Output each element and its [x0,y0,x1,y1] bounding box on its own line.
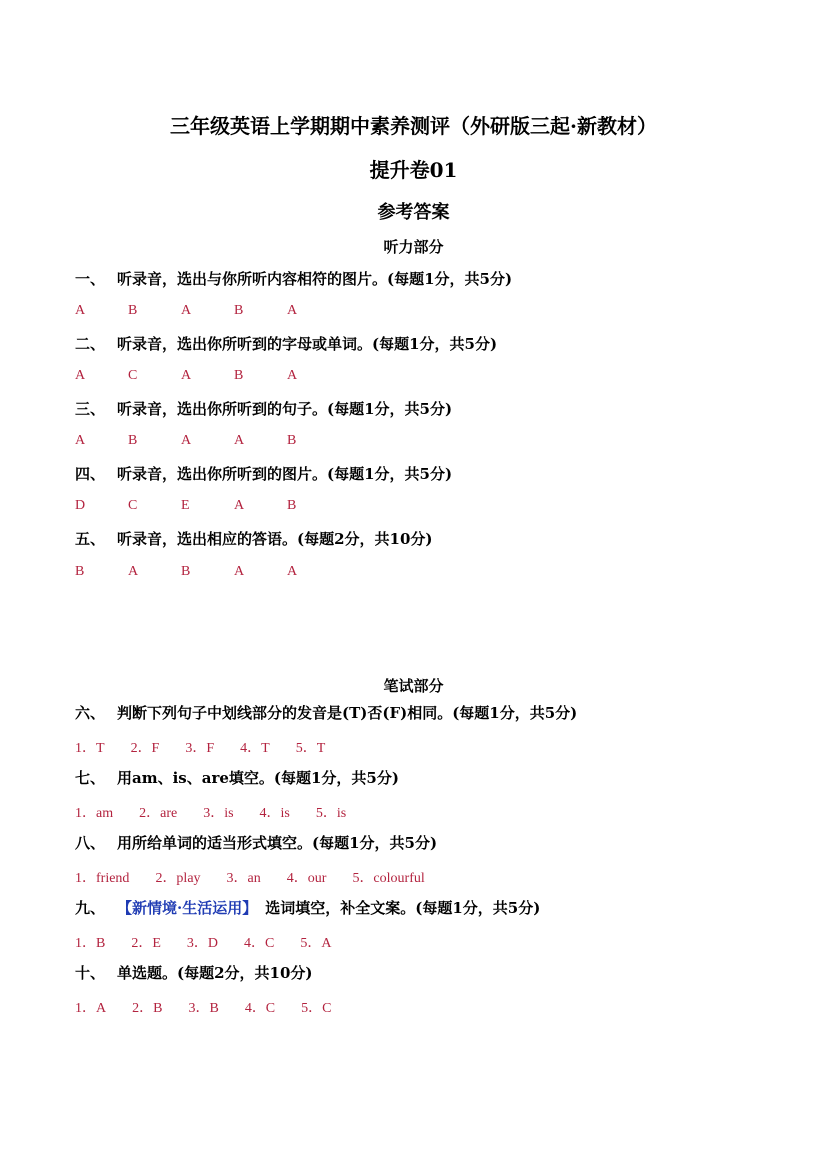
section-4-question [75,463,452,484]
section-instruction: 用所给单词的适当形式填空。(每题1分，共5分) [117,834,438,852]
section-8-answers [75,867,451,887]
answer-item: A [287,368,298,383]
section-2-answers [75,368,340,384]
section-instruction: 用am、is、are填空。(每题1分，共5分) [117,769,399,787]
answer-item: 2．are [139,806,178,821]
section-10-question [75,962,313,983]
answer-item: 4．C [244,1001,276,1016]
answer-item: 4．C [244,936,275,951]
section-number: 九、 [75,899,106,917]
section-3-answers [75,433,340,449]
listening-part-heading: 听力部分 [383,238,444,256]
answer-item: B [234,303,244,318]
answer-item: 2．E [131,936,161,951]
section-5-answers [75,564,340,580]
answer-item: 5．T [295,741,326,756]
answer-item: B [234,368,244,383]
answer-item: 1．B [75,936,106,951]
answer-item: A [75,368,86,383]
section-instruction: 听录音，选出相应的答语。(每题2分，共10分) [117,530,433,548]
section-2-question [75,333,497,354]
context-tag: 【新情境·生活运用】 [117,899,258,917]
answer-item: E [181,498,190,513]
answer-item: B [128,303,138,318]
section-instruction: 听录音，选出与你所听内容相符的图片。(每题1分，共5分) [117,270,513,288]
section-instruction: 单选题。(每题2分，共10分) [117,964,313,982]
document-subtitle: 提升卷01 [369,158,458,182]
answer-item: 3．an [226,871,261,886]
answer-item: B [75,564,85,579]
answer-item: 1．am [75,806,114,821]
answer-item: A [181,368,192,383]
section-number: 八、 [75,834,106,852]
section-instruction: 判断下列句子中划线部分的发音是(T)否(F)相同。(每题1分，共5分) [117,704,578,722]
answer-item: 3．D [186,936,219,951]
answer-item: 3．is [203,806,234,821]
section-instruction: 听录音，选出你所听到的字母或单词。(每题1分，共5分) [117,335,498,353]
answer-item: 2．play [155,871,201,886]
section-number: 十、 [75,964,106,982]
answer-item: A [75,433,86,448]
answer-item: A [128,564,139,579]
answer-item: 4．is [259,806,290,821]
section-number: 二、 [75,335,106,353]
answer-key-heading: 参考答案 [377,202,450,223]
section-5-question [75,528,433,549]
answer-item: 1．friend [75,871,130,886]
answer-item: 1．T [75,741,105,756]
section-10-answers [75,997,358,1017]
section-6-question [75,702,577,723]
answer-item: 5．C [301,1001,332,1016]
answer-item: C [128,368,138,383]
answer-item: B [128,433,138,448]
answer-item: 3．B [188,1001,219,1016]
section-instruction: 听录音，选出你所听到的图片。(每题1分，共5分) [117,465,453,483]
section-number: 七、 [75,769,106,787]
answer-item: 1．A [75,1001,107,1016]
answer-item: B [287,498,297,513]
section-number: 五、 [75,530,106,548]
section-instruction: 选词填空，补全文案。(每题1分，共5分) [265,899,541,917]
section-6-answers [75,737,351,757]
section-number: 四、 [75,465,106,483]
section-1-answers [75,303,340,319]
section-8-question [75,832,437,853]
answer-item: 5．is [315,806,347,821]
answer-item: A [181,303,192,318]
section-9-answers [75,932,358,952]
answer-item: 4．our [286,871,327,886]
section-1-question [75,268,512,289]
section-number: 一、 [75,270,106,288]
section-instruction: 听录音，选出你所听到的句子。(每题1分，共5分) [117,400,453,418]
section-3-question [75,398,452,419]
answer-item: A [287,303,298,318]
section-number: 三、 [75,400,106,418]
answer-item: 5．A [300,936,332,951]
answer-item: 3．F [185,741,215,756]
document-title: 三年级英语上学期期中素养测评（外研版三起·新教材） [170,114,657,138]
answer-item: A [181,433,192,448]
answer-item: A [234,564,245,579]
answer-item: 2．F [130,741,160,756]
answer-item: 4．T [240,741,270,756]
section-4-answers [75,498,340,514]
answer-item: 5．colourful [352,871,425,886]
section-7-answers [75,802,372,822]
answer-item: A [287,564,298,579]
answer-item: B [181,564,191,579]
answer-item: D [75,498,86,513]
answer-item: A [75,303,86,318]
answer-item: A [234,498,245,513]
answer-item: B [287,433,297,448]
section-number: 六、 [75,704,106,722]
answer-item: C [128,498,138,513]
section-9-question [75,897,540,918]
writing-part-heading: 笔试部分 [383,677,444,695]
answer-item: 2．B [132,1001,163,1016]
section-7-question [75,767,399,788]
answer-item: A [234,433,245,448]
